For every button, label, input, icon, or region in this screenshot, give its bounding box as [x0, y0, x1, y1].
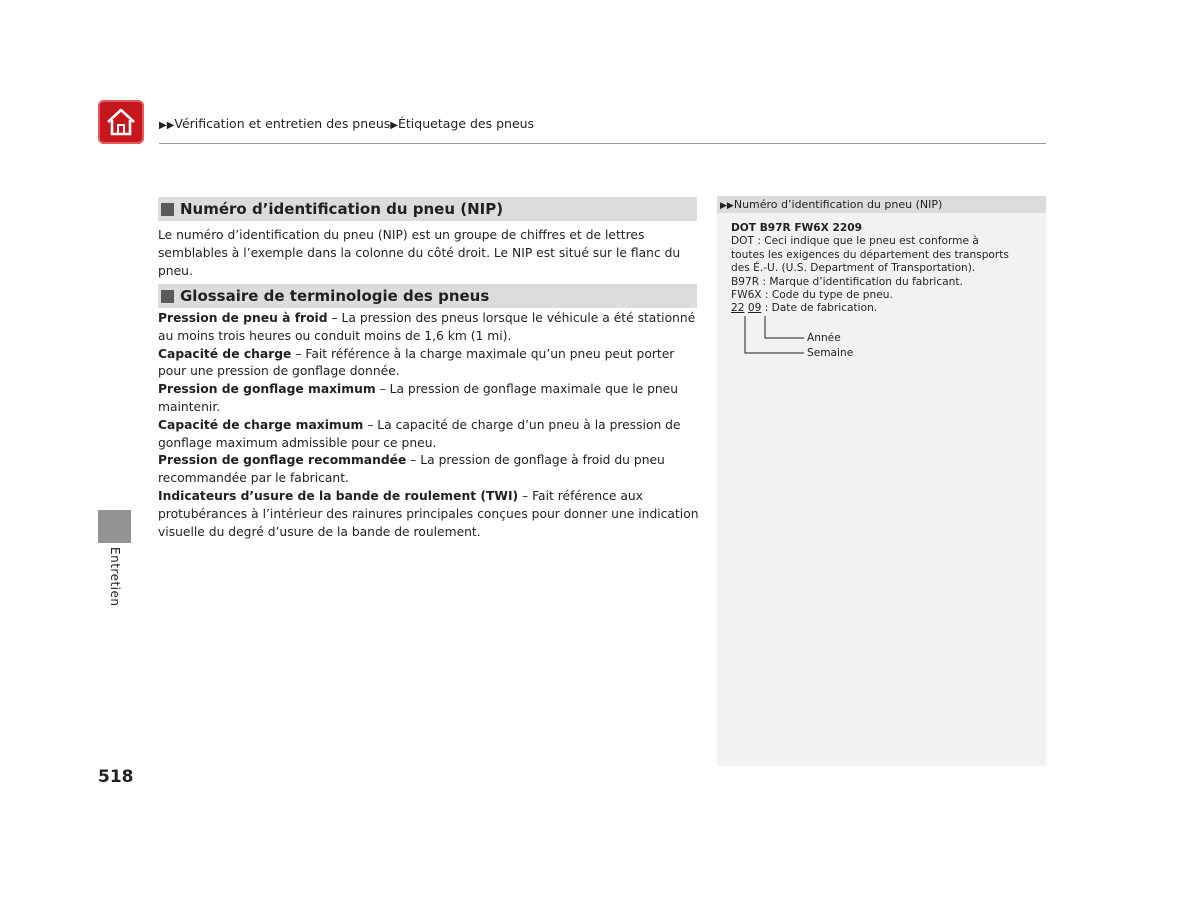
glossary-term: Capacité de charge: [158, 346, 292, 361]
sidebar-title: [717, 196, 1046, 213]
sidebar-line: FW6X : Code du type de pneu.: [731, 289, 893, 302]
glossary-term: Capacité de charge maximum: [158, 417, 364, 432]
breadcrumb-arrow-icon: ▶▶: [159, 120, 175, 131]
tire-code: DOT B97R FW6X 2209: [731, 222, 863, 234]
breadcrumb-item-2[interactable]: Étiquetage des pneus: [398, 116, 535, 131]
note-marker-icon: ▶▶: [720, 201, 734, 211]
chapter-tab[interactable]: [98, 510, 131, 543]
header-divider: [159, 143, 1046, 144]
section-title-text: Numéro d’identification du pneu (NIP): [180, 200, 504, 218]
nip-paragraph-text: Le numéro d’identification du pneu (NIP) est un groupe de chiffres et de lettres semblables à l’exemple dans la colonne du côté droit. Le NIP est situé sur le flanc du pneu.: [158, 228, 681, 278]
glossary-definition: – La pression des pneus lorsque le véhicule a été stationné au moins trois heures ou conduit moins de 1,6 km (1 mi).: [158, 311, 696, 343]
glossary-definition: – Fait référence à la charge maximale qu’un pneu peut porter pour une pression de gonflage donnée.: [158, 346, 675, 379]
chapter-label: Entretien: [108, 547, 122, 607]
label-year: Année: [807, 332, 841, 344]
glossary-item: [158, 452, 702, 488]
glossary-definition: – La pression de gonflage maximale que le pneu maintenir.: [158, 382, 679, 414]
section-title-text: Glossaire de terminologie des pneus: [180, 287, 490, 305]
home-icon: [105, 107, 137, 137]
label-week: Semaine: [807, 347, 854, 359]
glossary-definition: – Fait référence aux protubérances à l’intérieur des rainures principales conçues pour donner une indication visuelle du degré d’usure de la bande de roulement.: [158, 488, 699, 539]
nip-paragraph: [158, 227, 702, 280]
section-title-glossary: [158, 284, 697, 308]
glossary-item: [158, 310, 702, 346]
date-year-digits: 09: [747, 302, 762, 315]
sidebar-title-text: Numéro d’identification du pneu (NIP): [733, 198, 943, 211]
breadcrumb-item-1[interactable]: Vérification et entretien des pneus: [174, 116, 391, 131]
glossary-list: [158, 310, 702, 541]
sidebar-line: B97R : Marque d’identification du fabricant.: [731, 275, 963, 288]
page-number: 518: [98, 767, 134, 787]
date-line: [731, 302, 1031, 315]
sidebar-line: toutes les exigences du département des transports: [731, 248, 1009, 261]
glossary-term: Indicateurs d’usure de la bande de roulement (TWI): [158, 488, 519, 503]
glossary-term: Pression de gonflage maximum: [158, 382, 376, 397]
glossary-term: Pression de pneu à froid: [158, 311, 328, 325]
sidebar-line: des É.-U. (U.S. Department of Transportation).: [731, 262, 976, 275]
home-button[interactable]: [98, 100, 144, 144]
glossary-definition: – La capacité de charge d’un pneu à la pression de gonflage maximum admissible pour ce pneu.: [158, 417, 681, 450]
section-square-icon: [161, 203, 174, 216]
section-title-nip: [158, 197, 697, 221]
section-square-icon: [161, 290, 174, 303]
sidebar-line: DOT : Ceci indique que le pneu est conforme à: [731, 235, 979, 248]
glossary-definition: – La pression de gonflage à froid du pneu recommandée par le fabricant.: [158, 453, 665, 486]
glossary-item: [158, 488, 702, 541]
breadcrumb-arrow-icon: ▶: [390, 120, 398, 131]
glossary-item: [158, 381, 702, 417]
sidebar-body: [731, 222, 1031, 316]
breadcrumb: [159, 116, 534, 131]
date-label: : Date de fabrication.: [761, 302, 878, 315]
sidebar-note: [717, 196, 1046, 766]
glossary-term: Pression de gonflage recommandée: [158, 453, 407, 468]
glossary-item: [158, 417, 702, 453]
glossary-item: [158, 346, 702, 382]
date-week-digits: 22: [731, 302, 745, 315]
